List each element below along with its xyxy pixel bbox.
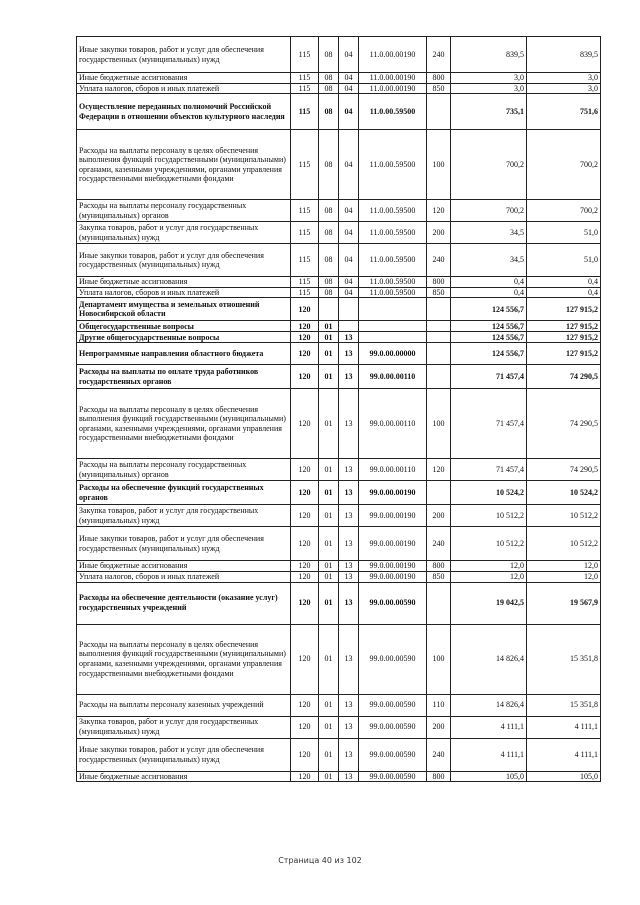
cell-section: 01 bbox=[319, 624, 339, 694]
cell-grbs: 115 bbox=[291, 200, 319, 222]
cell-expense-type: 200 bbox=[427, 505, 451, 527]
cell-subsection: 13 bbox=[339, 505, 359, 527]
cell-expense-type: 850 bbox=[427, 571, 451, 582]
cell-target-article: 99.0.00.00110 bbox=[359, 389, 427, 459]
cell-subsection: 13 bbox=[339, 624, 359, 694]
cell-amount-year-1: 124 556,7 bbox=[451, 298, 527, 321]
cell-section: 01 bbox=[319, 505, 339, 527]
cell-target-article: 99.0.00.00190 bbox=[359, 481, 427, 505]
cell-expense-type: 200 bbox=[427, 716, 451, 738]
cell-grbs: 120 bbox=[291, 459, 319, 481]
table-row bbox=[77, 37, 601, 73]
cell-grbs: 115 bbox=[291, 83, 319, 94]
cell-expense-type: 100 bbox=[427, 130, 451, 200]
cell-target-article: 99.0.00.00190 bbox=[359, 571, 427, 582]
cell-subsection: 13 bbox=[339, 582, 359, 624]
cell-section: 01 bbox=[319, 738, 339, 771]
cell-name: Расходы на выплаты персоналу государственных (муниципальных) органов bbox=[77, 200, 291, 222]
cell-name: Закупка товаров, работ и услуг для государственных (муниципальных) нужд bbox=[77, 716, 291, 738]
cell-target-article: 11.0.00.59500 bbox=[359, 200, 427, 222]
cell-amount-year-1: 0,4 bbox=[451, 287, 527, 298]
cell-amount-year-1: 14 826,4 bbox=[451, 624, 527, 694]
table-body bbox=[77, 37, 601, 782]
cell-amount-year-1: 12,0 bbox=[451, 571, 527, 582]
cell-expense-type bbox=[427, 481, 451, 505]
cell-amount-year-1: 71 457,4 bbox=[451, 459, 527, 481]
table-row bbox=[77, 287, 601, 298]
cell-expense-type: 240 bbox=[427, 738, 451, 771]
cell-amount-year-2: 12,0 bbox=[527, 561, 601, 572]
cell-amount-year-1: 71 457,4 bbox=[451, 365, 527, 389]
cell-grbs: 120 bbox=[291, 624, 319, 694]
cell-subsection: 13 bbox=[339, 771, 359, 782]
cell-section: 08 bbox=[319, 200, 339, 222]
cell-expense-type: 800 bbox=[427, 277, 451, 288]
cell-amount-year-1: 700,2 bbox=[451, 200, 527, 222]
cell-amount-year-1: 124 556,7 bbox=[451, 343, 527, 365]
cell-target-article: 11.0.00.59500 bbox=[359, 277, 427, 288]
cell-amount-year-1: 735,1 bbox=[451, 94, 527, 130]
cell-expense-type: 200 bbox=[427, 222, 451, 244]
cell-target-article: 11.0.00.00190 bbox=[359, 73, 427, 84]
cell-name: Закупка товаров, работ и услуг для государственных (муниципальных) нужд bbox=[77, 222, 291, 244]
cell-amount-year-2: 127 915,2 bbox=[527, 298, 601, 321]
cell-amount-year-2: 19 567,9 bbox=[527, 582, 601, 624]
cell-grbs: 120 bbox=[291, 571, 319, 582]
cell-grbs: 120 bbox=[291, 365, 319, 389]
table-row bbox=[77, 321, 601, 332]
table-row bbox=[77, 222, 601, 244]
cell-target-article: 99.0.00.00190 bbox=[359, 561, 427, 572]
table-row bbox=[77, 73, 601, 84]
cell-section: 01 bbox=[319, 716, 339, 738]
cell-grbs: 115 bbox=[291, 244, 319, 277]
cell-section: 01 bbox=[319, 561, 339, 572]
cell-amount-year-1: 0,4 bbox=[451, 277, 527, 288]
cell-name: Уплата налогов, сборов и иных платежей bbox=[77, 83, 291, 94]
cell-target-article: 99.0.00.00110 bbox=[359, 365, 427, 389]
cell-name: Расходы на выплаты персоналу государственных (муниципальных) органов bbox=[77, 459, 291, 481]
cell-amount-year-2: 10 524,2 bbox=[527, 481, 601, 505]
cell-name: Уплата налогов, сборов и иных платежей bbox=[77, 571, 291, 582]
cell-target-article: 99.0.00.00590 bbox=[359, 738, 427, 771]
cell-grbs: 120 bbox=[291, 298, 319, 321]
cell-grbs: 120 bbox=[291, 332, 319, 343]
cell-name: Другие общегосударственные вопросы bbox=[77, 332, 291, 343]
cell-amount-year-2: 3,0 bbox=[527, 83, 601, 94]
cell-name: Иные закупки товаров, работ и услуг для обеспечения государственных (муниципальных) нужд bbox=[77, 244, 291, 277]
cell-name: Иные закупки товаров, работ и услуг для обеспечения государственных (муниципальных) нужд bbox=[77, 527, 291, 561]
cell-amount-year-1: 14 826,4 bbox=[451, 694, 527, 716]
cell-expense-type: 800 bbox=[427, 561, 451, 572]
cell-amount-year-1: 10 512,2 bbox=[451, 505, 527, 527]
cell-grbs: 120 bbox=[291, 771, 319, 782]
table-row bbox=[77, 459, 601, 481]
cell-target-article: 99.0.00.00590 bbox=[359, 771, 427, 782]
cell-name: Иные закупки товаров, работ и услуг для обеспечения государственных (муниципальных) нужд bbox=[77, 738, 291, 771]
cell-subsection: 13 bbox=[339, 343, 359, 365]
cell-subsection: 13 bbox=[339, 571, 359, 582]
cell-subsection: 04 bbox=[339, 287, 359, 298]
cell-amount-year-1: 3,0 bbox=[451, 73, 527, 84]
cell-section: 08 bbox=[319, 83, 339, 94]
cell-name: Расходы на выплаты персоналу в целях обеспечения выполнения функций государственными (муниципальными) органами, казенными учреждениями, органами управления государственными внебюджетными фондами bbox=[77, 624, 291, 694]
cell-subsection: 13 bbox=[339, 389, 359, 459]
cell-section: 01 bbox=[319, 771, 339, 782]
cell-section: 01 bbox=[319, 694, 339, 716]
cell-amount-year-2: 127 915,2 bbox=[527, 332, 601, 343]
cell-expense-type bbox=[427, 94, 451, 130]
cell-subsection: 04 bbox=[339, 200, 359, 222]
table-row bbox=[77, 277, 601, 288]
table-row bbox=[77, 332, 601, 343]
cell-section: 01 bbox=[319, 343, 339, 365]
cell-name: Расходы на обеспечение функций государственных органов bbox=[77, 481, 291, 505]
cell-subsection: 13 bbox=[339, 716, 359, 738]
cell-amount-year-2: 0,4 bbox=[527, 277, 601, 288]
cell-subsection: 04 bbox=[339, 222, 359, 244]
cell-amount-year-1: 124 556,7 bbox=[451, 332, 527, 343]
cell-subsection: 13 bbox=[339, 459, 359, 481]
cell-expense-type bbox=[427, 365, 451, 389]
cell-amount-year-1: 34,5 bbox=[451, 244, 527, 277]
cell-amount-year-2: 74 290,5 bbox=[527, 459, 601, 481]
cell-expense-type: 120 bbox=[427, 200, 451, 222]
cell-section: 01 bbox=[319, 481, 339, 505]
table-row bbox=[77, 130, 601, 200]
table-row bbox=[77, 200, 601, 222]
cell-amount-year-2: 105,0 bbox=[527, 771, 601, 782]
cell-section: 08 bbox=[319, 222, 339, 244]
table-row bbox=[77, 505, 601, 527]
budget-table bbox=[76, 36, 601, 782]
cell-amount-year-1: 10 512,2 bbox=[451, 527, 527, 561]
cell-target-article: 11.0.00.59500 bbox=[359, 244, 427, 277]
cell-target-article: 11.0.00.59500 bbox=[359, 222, 427, 244]
cell-target-article: 11.0.00.00190 bbox=[359, 37, 427, 73]
cell-expense-type: 240 bbox=[427, 527, 451, 561]
cell-section: 08 bbox=[319, 94, 339, 130]
cell-name: Непрограммные направления областного бюджета bbox=[77, 343, 291, 365]
cell-expense-type: 800 bbox=[427, 771, 451, 782]
cell-amount-year-1: 3,0 bbox=[451, 83, 527, 94]
cell-name: Расходы на выплаты персоналу в целях обеспечения выполнения функций государственными (муниципальными) органами, казенными учреждениями, органами управления государственными внебюджетными фондами bbox=[77, 389, 291, 459]
cell-section: 08 bbox=[319, 130, 339, 200]
cell-name: Иные бюджетные ассигнования bbox=[77, 771, 291, 782]
cell-section: 01 bbox=[319, 527, 339, 561]
cell-expense-type: 240 bbox=[427, 37, 451, 73]
cell-grbs: 115 bbox=[291, 287, 319, 298]
cell-amount-year-2: 51,0 bbox=[527, 222, 601, 244]
cell-name: Расходы на выплаты по оплате труда работников государственных органов bbox=[77, 365, 291, 389]
cell-target-article: 11.0.00.59500 bbox=[359, 287, 427, 298]
cell-amount-year-2: 74 290,5 bbox=[527, 365, 601, 389]
cell-amount-year-2: 10 512,2 bbox=[527, 527, 601, 561]
cell-amount-year-1: 105,0 bbox=[451, 771, 527, 782]
cell-name: Расходы на обеспечение деятельности (оказание услуг) государственных учреждений bbox=[77, 582, 291, 624]
cell-subsection: 13 bbox=[339, 365, 359, 389]
table-row bbox=[77, 527, 601, 561]
cell-target-article bbox=[359, 332, 427, 343]
cell-amount-year-2: 751,6 bbox=[527, 94, 601, 130]
cell-amount-year-1: 19 042,5 bbox=[451, 582, 527, 624]
cell-amount-year-1: 839,5 bbox=[451, 37, 527, 73]
cell-subsection: 04 bbox=[339, 130, 359, 200]
cell-grbs: 120 bbox=[291, 738, 319, 771]
cell-target-article: 99.0.00.00590 bbox=[359, 716, 427, 738]
cell-target-article: 99.0.00.00000 bbox=[359, 343, 427, 365]
cell-subsection: 13 bbox=[339, 694, 359, 716]
cell-grbs: 120 bbox=[291, 389, 319, 459]
cell-amount-year-2: 51,0 bbox=[527, 244, 601, 277]
cell-expense-type bbox=[427, 343, 451, 365]
table-row bbox=[77, 571, 601, 582]
cell-amount-year-1: 4 111,1 bbox=[451, 738, 527, 771]
table-row bbox=[77, 343, 601, 365]
table-row bbox=[77, 561, 601, 572]
cell-expense-type: 240 bbox=[427, 244, 451, 277]
cell-expense-type: 110 bbox=[427, 694, 451, 716]
cell-amount-year-1: 12,0 bbox=[451, 561, 527, 572]
table-row bbox=[77, 738, 601, 771]
cell-amount-year-2: 700,2 bbox=[527, 200, 601, 222]
cell-amount-year-2: 4 111,1 bbox=[527, 716, 601, 738]
cell-amount-year-2: 3,0 bbox=[527, 73, 601, 84]
cell-name: Общегосударственные вопросы bbox=[77, 321, 291, 332]
cell-expense-type bbox=[427, 321, 451, 332]
cell-amount-year-1: 71 457,4 bbox=[451, 389, 527, 459]
cell-grbs: 115 bbox=[291, 73, 319, 84]
page-footer: Страница 40 из 102 bbox=[278, 856, 362, 865]
cell-section: 01 bbox=[319, 365, 339, 389]
cell-section: 01 bbox=[319, 389, 339, 459]
cell-target-article: 99.0.00.00590 bbox=[359, 624, 427, 694]
cell-grbs: 115 bbox=[291, 277, 319, 288]
cell-grbs: 120 bbox=[291, 481, 319, 505]
cell-subsection: 13 bbox=[339, 738, 359, 771]
cell-expense-type: 100 bbox=[427, 389, 451, 459]
cell-subsection: 13 bbox=[339, 527, 359, 561]
cell-section: 01 bbox=[319, 582, 339, 624]
cell-section: 01 bbox=[319, 321, 339, 332]
cell-target-article: 99.0.00.00190 bbox=[359, 505, 427, 527]
cell-section: 08 bbox=[319, 277, 339, 288]
cell-section: 08 bbox=[319, 73, 339, 84]
cell-subsection: 13 bbox=[339, 481, 359, 505]
cell-amount-year-1: 124 556,7 bbox=[451, 321, 527, 332]
cell-name: Иные закупки товаров, работ и услуг для обеспечения государственных (муниципальных) нужд bbox=[77, 37, 291, 73]
cell-subsection: 04 bbox=[339, 277, 359, 288]
cell-target-article: 11.0.00.59500 bbox=[359, 94, 427, 130]
table-row bbox=[77, 582, 601, 624]
cell-amount-year-2: 4 111,1 bbox=[527, 738, 601, 771]
cell-amount-year-2: 700,2 bbox=[527, 130, 601, 200]
cell-section bbox=[319, 298, 339, 321]
cell-amount-year-2: 74 290,5 bbox=[527, 389, 601, 459]
table-row bbox=[77, 83, 601, 94]
cell-grbs: 120 bbox=[291, 582, 319, 624]
cell-section: 01 bbox=[319, 571, 339, 582]
cell-name: Закупка товаров, работ и услуг для государственных (муниципальных) нужд bbox=[77, 505, 291, 527]
cell-target-article bbox=[359, 298, 427, 321]
cell-grbs: 120 bbox=[291, 505, 319, 527]
cell-subsection: 04 bbox=[339, 83, 359, 94]
cell-grbs: 115 bbox=[291, 130, 319, 200]
cell-expense-type bbox=[427, 298, 451, 321]
cell-grbs: 120 bbox=[291, 321, 319, 332]
cell-name: Расходы на выплаты персоналу в целях обеспечения выполнения функций государственными (муниципальными) органами, казенными учреждениями, органами управления государственными внебюджетными фондами bbox=[77, 130, 291, 200]
cell-subsection: 13 bbox=[339, 332, 359, 343]
cell-amount-year-2: 839,5 bbox=[527, 37, 601, 73]
cell-name: Уплата налогов, сборов и иных платежей bbox=[77, 287, 291, 298]
table-row bbox=[77, 389, 601, 459]
cell-amount-year-1: 4 111,1 bbox=[451, 716, 527, 738]
cell-expense-type: 850 bbox=[427, 83, 451, 94]
cell-grbs: 120 bbox=[291, 716, 319, 738]
cell-subsection: 04 bbox=[339, 244, 359, 277]
cell-expense-type: 850 bbox=[427, 287, 451, 298]
table-row bbox=[77, 365, 601, 389]
cell-target-article: 11.0.00.00190 bbox=[359, 83, 427, 94]
cell-target-article: 11.0.00.59500 bbox=[359, 130, 427, 200]
table-row bbox=[77, 716, 601, 738]
cell-target-article: 99.0.00.00190 bbox=[359, 527, 427, 561]
cell-grbs: 115 bbox=[291, 94, 319, 130]
cell-amount-year-2: 15 351,8 bbox=[527, 694, 601, 716]
cell-name: Департамент имущества и земельных отношений Новосибирской области bbox=[77, 298, 291, 321]
cell-name: Иные бюджетные ассигнования bbox=[77, 277, 291, 288]
cell-amount-year-2: 0,4 bbox=[527, 287, 601, 298]
cell-grbs: 120 bbox=[291, 527, 319, 561]
cell-section: 01 bbox=[319, 459, 339, 481]
cell-grbs: 115 bbox=[291, 222, 319, 244]
cell-section: 01 bbox=[319, 332, 339, 343]
cell-subsection: 04 bbox=[339, 73, 359, 84]
cell-grbs: 115 bbox=[291, 37, 319, 73]
cell-name: Расходы на выплаты персоналу казенных учреждений bbox=[77, 694, 291, 716]
cell-grbs: 120 bbox=[291, 343, 319, 365]
table-row bbox=[77, 694, 601, 716]
cell-section: 08 bbox=[319, 37, 339, 73]
cell-expense-type bbox=[427, 332, 451, 343]
table-row bbox=[77, 624, 601, 694]
cell-subsection: 13 bbox=[339, 561, 359, 572]
cell-grbs: 120 bbox=[291, 694, 319, 716]
cell-name: Осуществление переданных полномочий Российской Федерации в отношении объектов культурного наследия bbox=[77, 94, 291, 130]
cell-amount-year-2: 12,0 bbox=[527, 571, 601, 582]
table-row bbox=[77, 94, 601, 130]
cell-amount-year-1: 34,5 bbox=[451, 222, 527, 244]
cell-name: Иные бюджетные ассигнования bbox=[77, 561, 291, 572]
cell-section: 08 bbox=[319, 287, 339, 298]
cell-target-article bbox=[359, 321, 427, 332]
cell-amount-year-1: 700,2 bbox=[451, 130, 527, 200]
cell-amount-year-1: 10 524,2 bbox=[451, 481, 527, 505]
cell-expense-type: 800 bbox=[427, 73, 451, 84]
table-row bbox=[77, 771, 601, 782]
cell-amount-year-2: 127 915,2 bbox=[527, 321, 601, 332]
cell-amount-year-2: 127 915,2 bbox=[527, 343, 601, 365]
cell-expense-type: 100 bbox=[427, 624, 451, 694]
cell-amount-year-2: 10 512,2 bbox=[527, 505, 601, 527]
cell-target-article: 99.0.00.00110 bbox=[359, 459, 427, 481]
cell-expense-type: 120 bbox=[427, 459, 451, 481]
table-row bbox=[77, 244, 601, 277]
cell-grbs: 120 bbox=[291, 561, 319, 572]
cell-subsection: 04 bbox=[339, 94, 359, 130]
cell-expense-type bbox=[427, 582, 451, 624]
cell-section: 08 bbox=[319, 244, 339, 277]
cell-name: Иные бюджетные ассигнования bbox=[77, 73, 291, 84]
cell-subsection bbox=[339, 321, 359, 332]
cell-amount-year-2: 15 351,8 bbox=[527, 624, 601, 694]
cell-subsection: 04 bbox=[339, 37, 359, 73]
cell-subsection bbox=[339, 298, 359, 321]
cell-target-article: 99.0.00.00590 bbox=[359, 582, 427, 624]
table-row bbox=[77, 298, 601, 321]
table-row bbox=[77, 481, 601, 505]
cell-target-article: 99.0.00.00590 bbox=[359, 694, 427, 716]
